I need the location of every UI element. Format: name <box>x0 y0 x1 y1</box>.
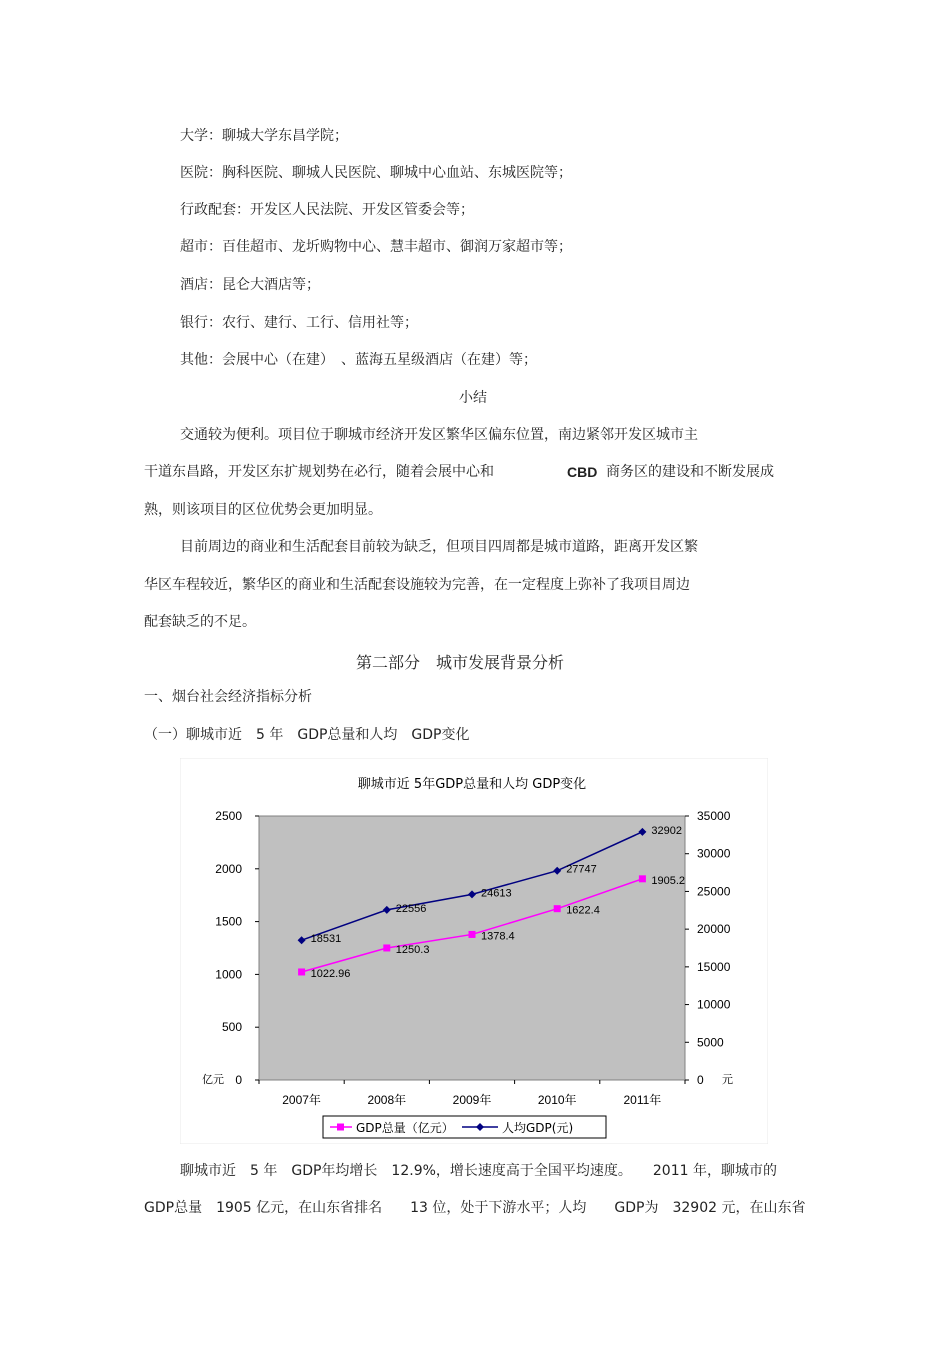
x-tick-label: 2010年 <box>537 1093 577 1107</box>
gdp-point <box>383 944 390 951</box>
gdp-chart <box>180 758 768 1144</box>
gdp-data-label: 1022.96 <box>310 967 351 980</box>
right-tick-label: 25000 <box>697 884 731 899</box>
subsection-heading: （一）聊城市近 5 年 GDP总量和人均 GDP变化 <box>144 727 470 743</box>
percapita-data-label: 18531 <box>310 933 342 946</box>
right-tick-label: 35000 <box>697 809 731 823</box>
para1-line3: 熟，则该项目的区位优势会更加明显。 <box>144 502 382 518</box>
percapita-data-label: 22556 <box>395 902 427 915</box>
percapita-data-label: 32902 <box>651 824 682 837</box>
right-tick-label: 0 <box>697 1073 704 1087</box>
gdp-point <box>469 931 476 938</box>
para1-line2-part2: 商务区的建设和不断发展成 <box>606 464 774 480</box>
para1-line2-part1: 干道东昌路，开发区东扩规划势在必行，随着会展中心和 <box>144 464 494 480</box>
x-tick-label: 2011年 <box>623 1093 662 1107</box>
list-line-bank: 银行：农行、建行、工行、信用社等； <box>180 315 418 331</box>
right-tick-label: 15000 <box>697 959 731 974</box>
closing-line1: 聊城市近 5 年 GDP年均增长 12.9%，增长速度高于全国平均速度。 2011 年，聊城市的 <box>180 1163 777 1179</box>
list-line-other: 其他：会展中心（在建） 、蓝海五星级酒店（在建）等； <box>180 352 537 368</box>
para1-line1: 交通较为便利。项目位于聊城市经济开发区繁华区偏东位置，南边紧邻开发区城市主 <box>180 427 698 443</box>
gdp-data-label: 1622.4 <box>566 904 600 917</box>
right-tick-label: 5000 <box>697 1035 724 1050</box>
gdp-point <box>298 968 305 975</box>
left-tick-label: 0 <box>235 1073 242 1087</box>
left-tick-label: 2000 <box>215 861 242 876</box>
right-tick-label: 20000 <box>697 922 731 937</box>
list-line-administration: 行政配套：开发区人民法院、开发区管委会等； <box>180 202 474 218</box>
section-heading: 一、烟台社会经济指标分析 <box>144 689 312 705</box>
chart-legend <box>323 1116 606 1138</box>
x-tick-label: 2008年 <box>367 1093 407 1107</box>
list-line-university: 大学：聊城大学东昌学院； <box>180 128 348 144</box>
chart-title: 聊城市近 5年GDP总量和人均 GDP变化 <box>357 777 587 792</box>
list-line-supermarket: 超市：百佳超市、龙圻购物中心、慧丰超市、御润万家超市等； <box>180 239 572 255</box>
right-axis-unit: 元 <box>722 1074 733 1086</box>
gdp-point <box>639 875 646 882</box>
left-tick-label: 1000 <box>215 967 242 982</box>
summary-heading: 小结 <box>459 390 487 406</box>
x-tick-label: 2009年 <box>452 1093 492 1107</box>
left-axis-unit: 亿元 <box>202 1074 224 1086</box>
percapita-data-label: 24613 <box>481 887 512 900</box>
x-tick-label: 2007年 <box>282 1093 321 1107</box>
gdp-data-label: 1905.2 <box>651 874 686 887</box>
list-line-hotel: 酒店：昆仑大酒店等； <box>180 277 320 293</box>
gdp-chart-svg <box>180 758 768 1144</box>
part-title: 第二部分 城市发展背景分析 <box>356 653 565 672</box>
para2-line2: 华区车程较近，繁华区的商业和生活配套设施较为完善，在一定程度上弥补了我项目周边 <box>144 577 690 593</box>
left-tick-label: 500 <box>221 1020 242 1035</box>
percapita-data-label: 27747 <box>566 863 597 876</box>
gdp-data-label: 1250.3 <box>395 943 430 956</box>
left-tick-label: 2500 <box>215 809 242 823</box>
para2-line1: 目前周边的商业和生活配套目前较为缺乏，但项目四周都是城市道路，距离开发区繁 <box>180 539 698 555</box>
gdp-data-label: 1378.4 <box>481 930 515 943</box>
legend-gdp-marker <box>337 1124 344 1131</box>
cbd-term: CBD <box>567 464 598 480</box>
gdp-point <box>554 905 561 912</box>
legend-percapita-label: 人均GDP(元) <box>502 1121 574 1135</box>
right-tick-label: 30000 <box>697 846 731 861</box>
closing-line2: GDP总量 1905 亿元，在山东省排名 13 位，处于下游水平；人均 GDP为 32902 元，在山东省 <box>144 1200 806 1216</box>
right-tick-label: 10000 <box>697 997 731 1012</box>
list-line-hospital: 医院：胸科医院、聊城人民医院、聊城中心血站、东城医院等； <box>180 165 572 181</box>
para2-line3: 配套缺乏的不足。 <box>144 614 256 630</box>
left-tick-label: 1500 <box>215 914 242 929</box>
plot-area <box>259 816 685 1080</box>
legend-gdp-label: GDP总量（亿元） <box>356 1121 454 1135</box>
